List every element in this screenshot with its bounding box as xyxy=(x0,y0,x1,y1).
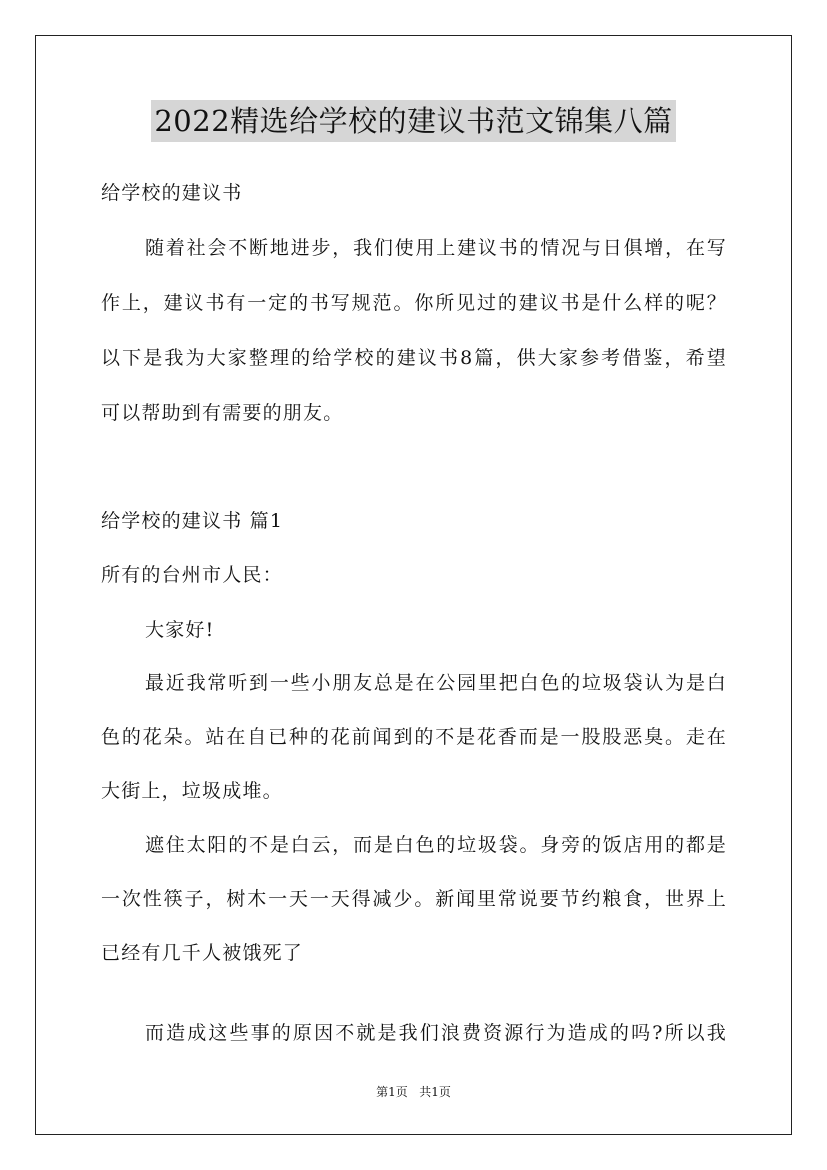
salutation: 所有的台州市人民： xyxy=(101,564,283,586)
page-footer xyxy=(0,1084,827,1100)
document-title: 2022精选给学校的建议书范文锦集八篇 xyxy=(151,100,675,142)
para3-line-1: 而造成这些事的原因不就是我们浪费资源行为造成的吗?所以我 xyxy=(145,1022,727,1044)
intro-heading: 给学校的建议书 xyxy=(101,182,243,204)
greeting: 大家好! xyxy=(145,619,215,641)
intro-line-1: 随着社会不断地进步，我们使用上建议书的情况与日俱增，在写 xyxy=(145,237,727,259)
para2-line-2: 一次性筷子，树木一天一天得减少。新闻里常说要节约粮食，世界上 xyxy=(101,888,727,910)
intro-line-2: 作上，建议书有一定的书写规范。你所见过的建议书是什么样的呢？ xyxy=(101,292,727,314)
para2-line-1: 遮住太阳的不是白云，而是白色的垃圾袋。身旁的饭店用的都是 xyxy=(145,834,727,856)
title-container xyxy=(0,100,827,142)
intro-line-4: 可以帮助到有需要的朋友。 xyxy=(101,402,344,424)
para1-line-1: 最近我常听到一些小朋友总是在公园里把白色的垃圾袋认为是白 xyxy=(145,672,727,694)
para2-line-3: 已经有几千人被饿死了 xyxy=(101,942,304,964)
section-heading: 给学校的建议书 篇1 xyxy=(101,510,284,532)
para1-line-2: 色的花朵。站在自已种的花前闻到的不是花香而是一股股恶臭。走在 xyxy=(101,726,727,748)
page-number-label: 第1页 xyxy=(376,1085,408,1099)
total-pages-label: 共1页 xyxy=(419,1085,451,1099)
intro-line-3: 以下是我为大家整理的给学校的建议书8篇，供大家参考借鉴，希望 xyxy=(101,347,727,369)
para1-line-3: 大街上，垃圾成堆。 xyxy=(101,780,283,802)
